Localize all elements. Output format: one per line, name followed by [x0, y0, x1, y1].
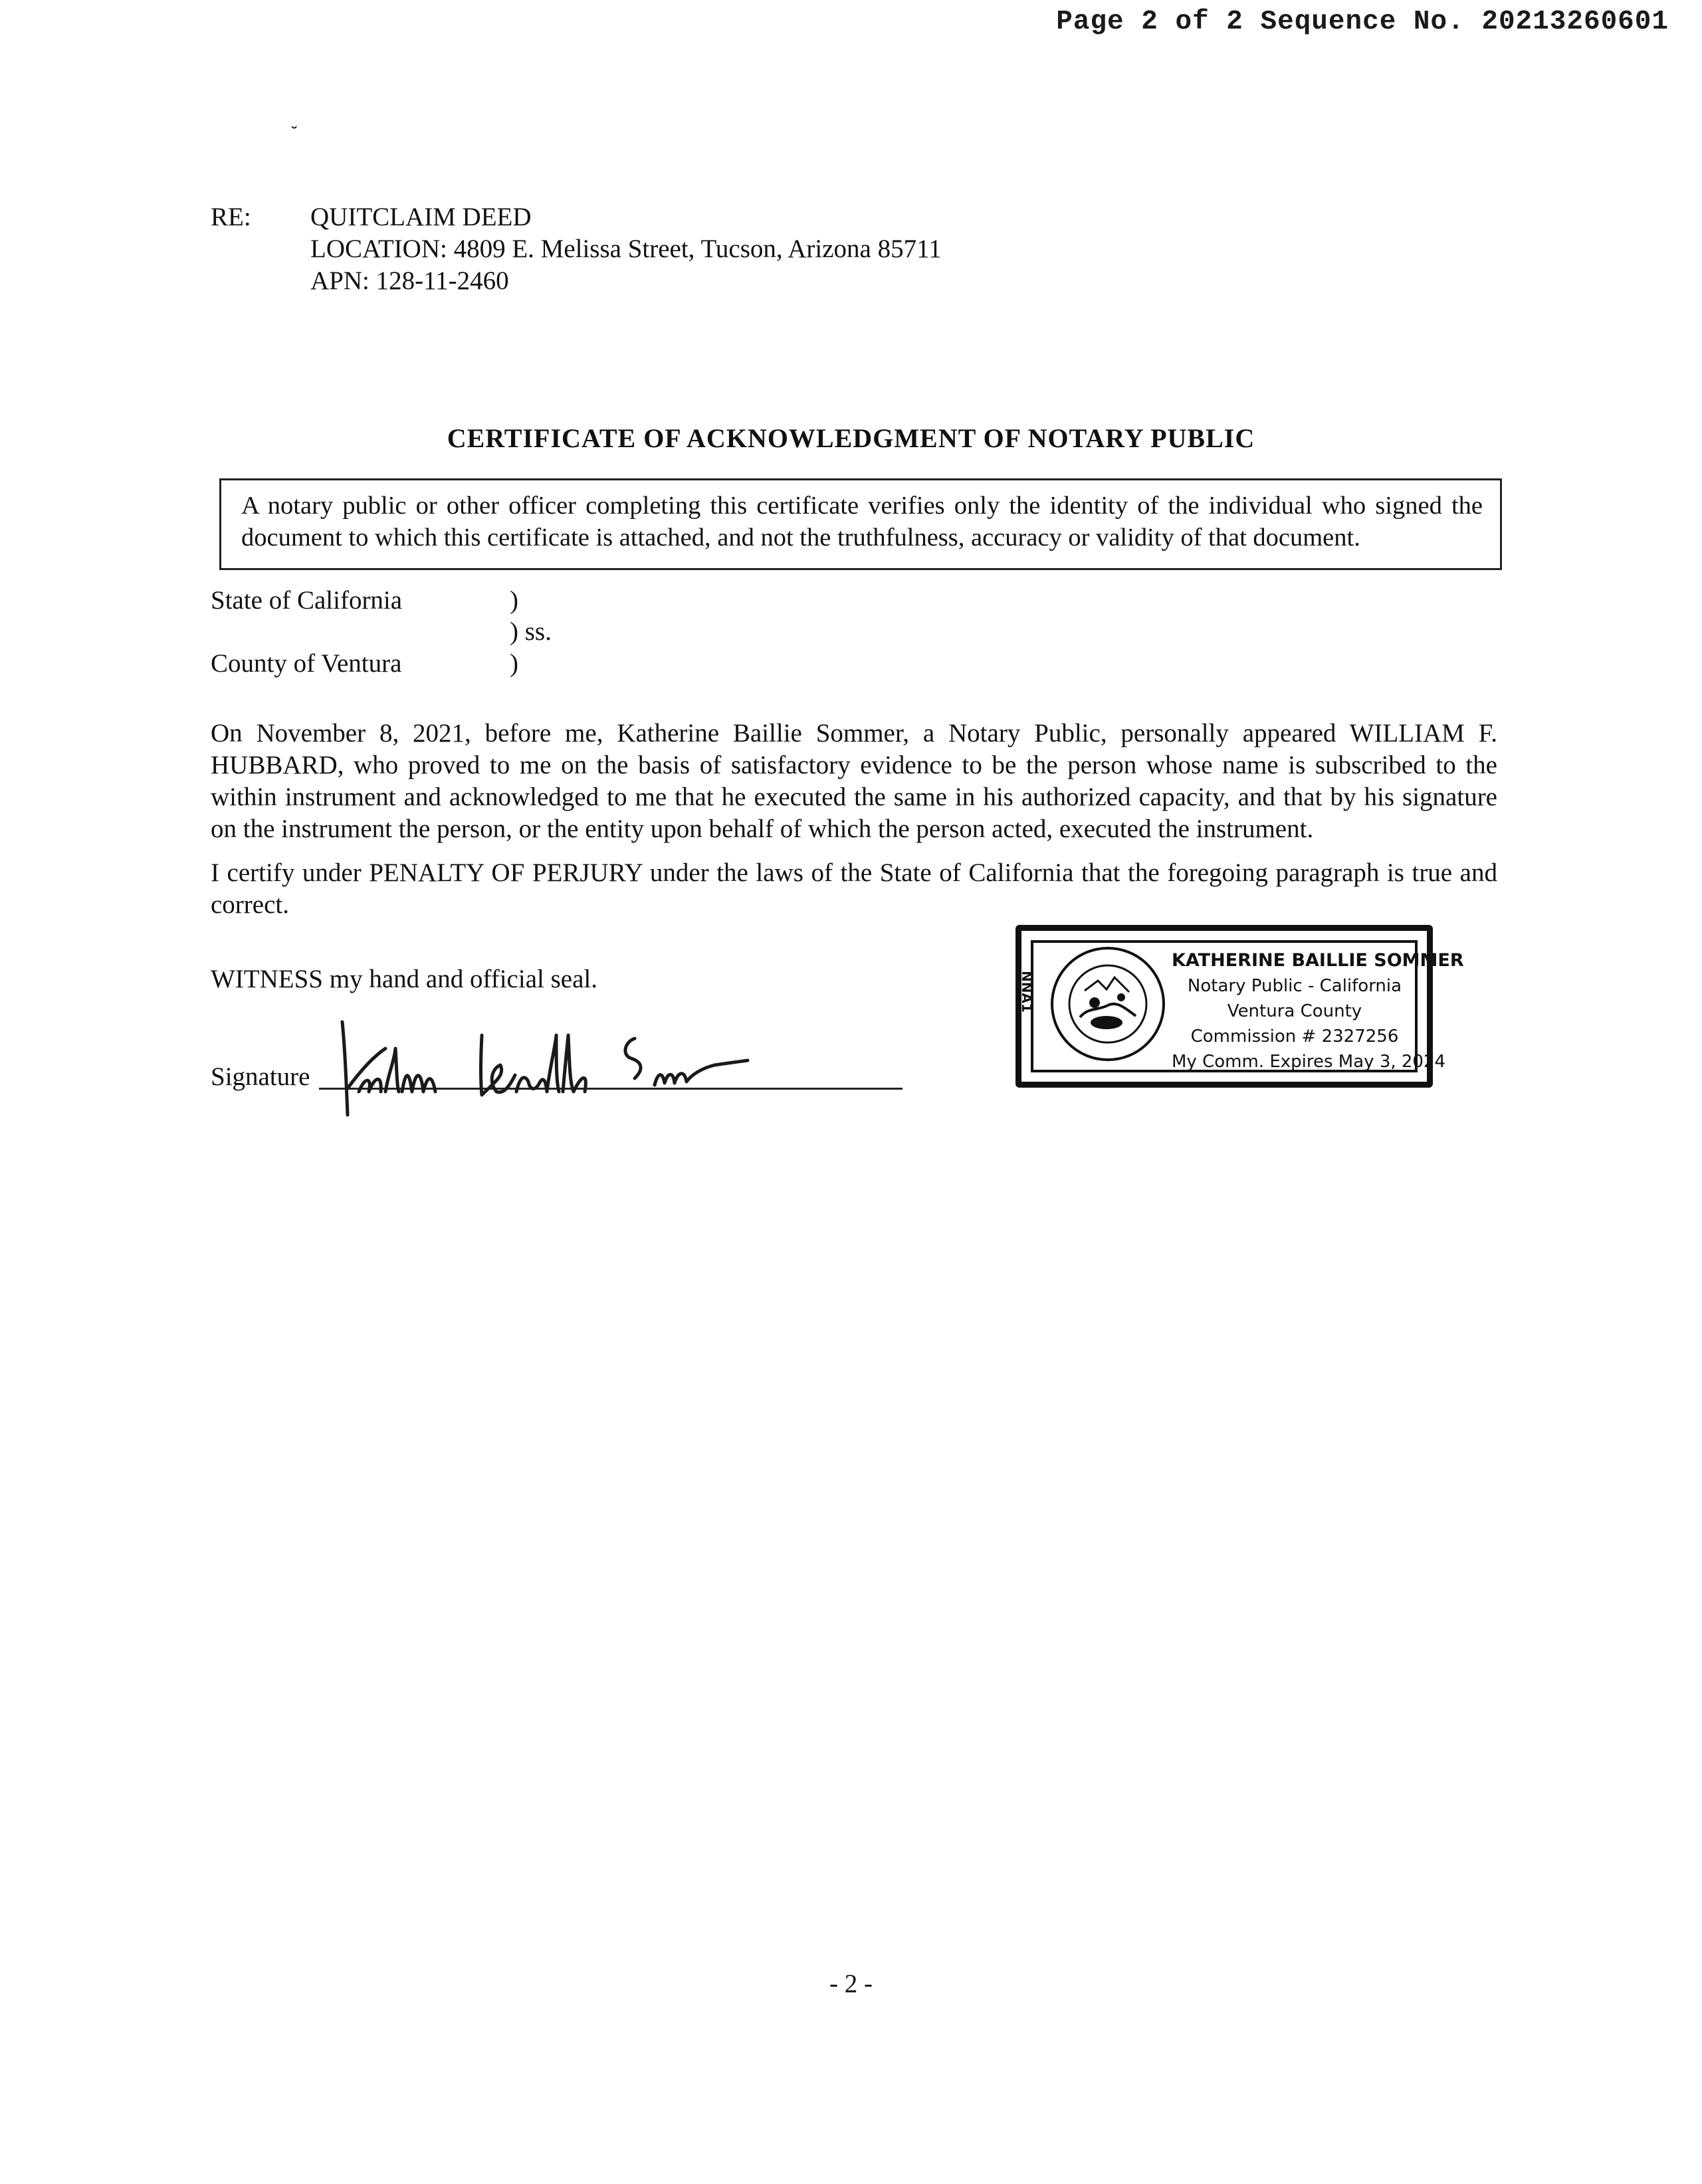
stamp-notary-title: Notary Public - California [1187, 976, 1402, 996]
stamp-expiration: My Comm. Expires May 3, 2024 [1172, 1052, 1446, 1072]
stamp-notary-name: KATHERINE BAILLIE SOMMER [1172, 950, 1464, 971]
scan-mark: ˘ [291, 123, 298, 144]
certificate-title: CERTIFICATE OF ACKNOWLEDGMENT OF NOTARY PUBLIC [447, 423, 1255, 453]
re-label: RE: [211, 203, 251, 231]
stamp-county: Ventura County [1227, 1001, 1362, 1021]
re-details [310, 201, 942, 297]
page-sequence-header: Page 2 of 2 Sequence No. 20213260601 [1056, 7, 1669, 37]
notary-notice-box [219, 478, 1502, 570]
perjury-paragraph: I certify under PENALTY OF PERJURY under the laws of the State of California that the foregoing paragraph is true and correct. [211, 858, 1497, 919]
venue-paren-bottom: ) [510, 649, 518, 678]
notary-stamp-text [1172, 948, 1464, 1074]
re-apn: APN: 128-11-2460 [310, 266, 509, 295]
venue-county: County of Ventura [211, 649, 402, 678]
california-state-seal-icon [1048, 944, 1168, 1064]
notary-stamp [1015, 925, 1464, 1088]
re-document-type: QUITCLAIM DEED [310, 203, 532, 231]
handwritten-signature [322, 1009, 788, 1122]
acknowledgment-paragraph: On November 8, 2021, before me, Katherine Baillie Sommer, a Notary Public, personally appeared WILLIAM F. HUBBARD, who proved to me on the basis of satisfactory evidence to be the person whose name is subscribed to the within instrument and acknowledged to me that he executed the same in his authorized capacity, and that by his signature on the instrument the person, or the entity upon behalf of which the person acted, executed the instrument. [211, 719, 1497, 843]
stamp-side-mark-left: NNA1 [1019, 971, 1035, 1013]
page-number: - 2 - [829, 1969, 873, 1998]
notary-notice-text: A notary public or other officer completing this certificate verifies only the identity of the individual who signed the document to which this certificate is attached, and not the truthfulness, accuracy or validity of that document. [241, 492, 1483, 551]
venue-ss: ) ss. [510, 617, 552, 646]
signature-label: Signature [211, 1062, 310, 1091]
re-location: LOCATION: 4809 E. Melissa Street, Tucson, Arizona 85711 [310, 235, 942, 263]
venue-state: State of California [211, 586, 403, 615]
witness-statement: WITNESS my hand and official seal. [211, 965, 597, 993]
stamp-commission-number: Commission # 2327256 [1190, 1027, 1399, 1046]
venue-paren-top: ) [510, 586, 518, 615]
